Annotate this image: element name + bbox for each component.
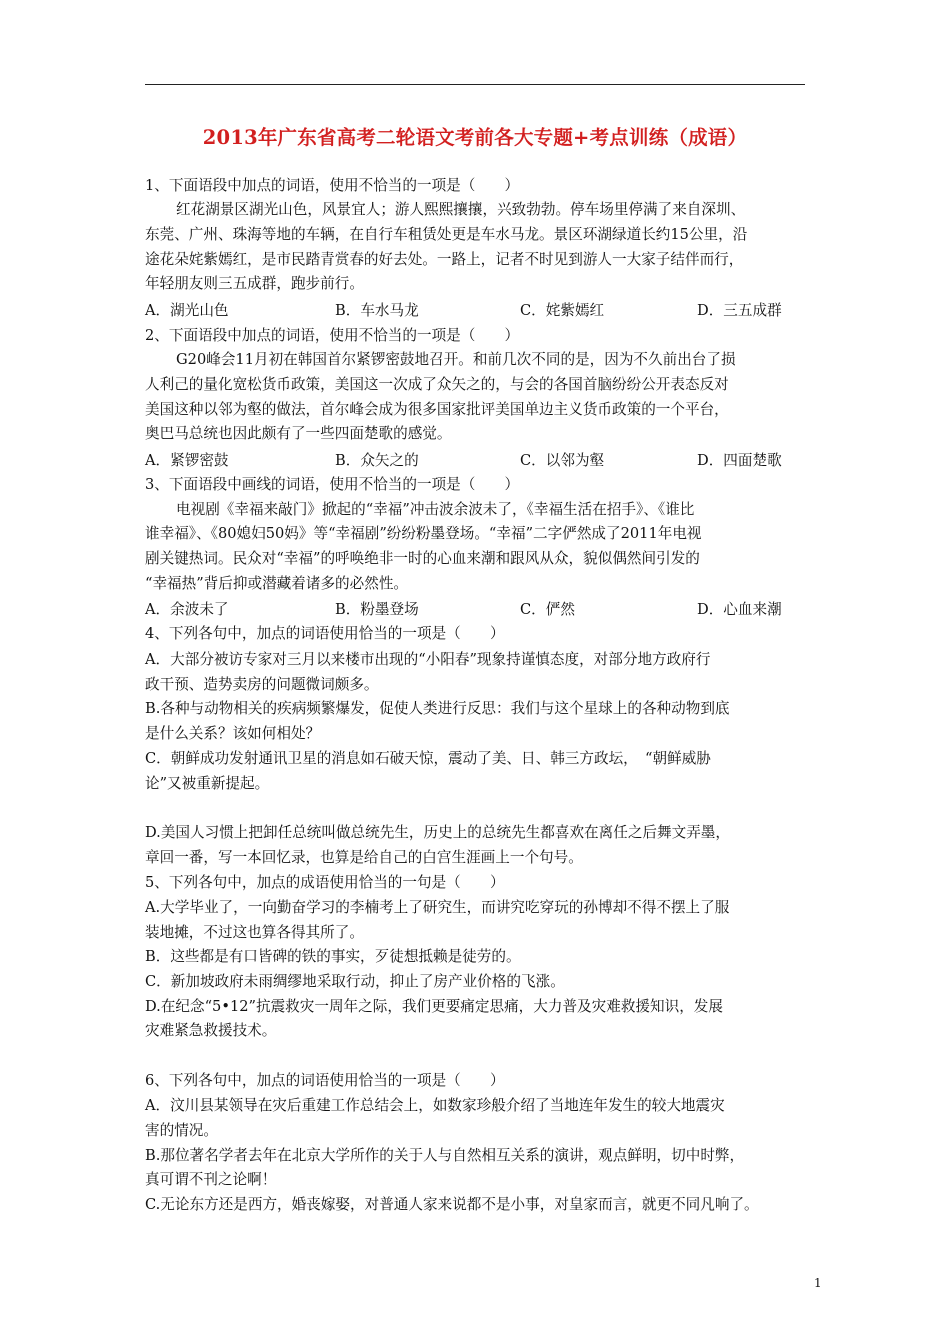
q2-para-line: G20峰会11月初在韩国首尔紧锣密鼓地召开。和前几次不同的是，因为不久前出台了损 [176,351,736,368]
q3-para-line: “幸福热”背后抑或潜藏着诸多的必然性。 [145,575,409,592]
q1-option-d: D．三五成群 [697,302,782,319]
q1-option-c: C．姹紫嫣红 [520,302,605,319]
q6-line: 真可谓不刊之论啊！ [145,1171,277,1188]
q4-line: C．朝鲜成功发射通讯卫星的消息如石破天惊，震动了美、日、韩三方政坛， “朝鲜威胁 [145,750,711,767]
page-number: 1 [814,1276,822,1290]
q6-line: B.那位著名学者去年在北京大学所作的关于人与自然相互关系的演讲，观点鲜明，切中时弊， [145,1147,745,1164]
q5-line: A.大学毕业了，一向勤奋学习的李楠考上了研究生，而讲究吃穿玩的孙博却不得不摆上了服 [145,899,730,916]
q5-stem: 5、下列各句中，加点的成语使用恰当的一句是（ ） [145,874,505,891]
q1-para-line: 途花朵姹紫嫣红，是市民踏青赏春的好去处。一路上，记者不时见到游人一大家子结伴而行， [145,251,744,268]
q2-option-c: C．以邻为壑 [520,452,605,469]
q3-stem: 3、下面语段中画线的词语，使用不恰当的一项是（ ） [145,476,520,493]
q1-option-b: B．车水马龙 [335,302,419,319]
q6-line: A．汶川县某领导在灾后重建工作总结会上，如数家珍般介绍了当地连年发生的较大地震灾 [145,1097,725,1114]
document-title: 2013年广东省高考二轮语文考前各大专题+考点训练（成语） [202,126,748,149]
q2-para-line: 美国这种以邻为壑的做法，首尔峰会成为很多国家批评美国单边主义货币政策的一个平台， [145,401,729,418]
q1-option-a: A．湖光山色 [145,302,229,319]
q3-option-b: B．粉墨登场 [335,601,419,618]
q2-para-line: 奥巴马总统也因此颇有了一些四面楚歌的感觉。 [145,425,452,442]
q3-option-c: C．俨然 [520,601,575,618]
q4-line: A．大部分被访专家对三月以来楼市出现的“小阳春”现象持谨慎态度，对部分地方政府行 [145,651,711,668]
q3-option-a: A．余波未了 [145,601,229,618]
q6-line: 害的情况。 [145,1122,218,1139]
q3-option-d: D．心血来潮 [697,601,782,618]
q5-line: B．这些都是有口皆碑的铁的事实，歹徒想抵赖是徒劳的。 [145,948,521,965]
q4-line: 是什么关系？该如何相处？ [145,725,321,742]
q2-stem: 2、下面语段中加点的词语，使用不恰当的一项是（ ） [145,327,520,344]
q1-para-line: 年轻朋友则三五成群，跑步前行。 [145,275,364,292]
q6-line: C.无论东方还是西方，婚丧嫁娶，对普通人家来说都不是小事，对皇家而言，就更不同凡响了。 [145,1196,759,1213]
q4-line: 政干预、造势卖房的问题微词颇多。 [145,676,379,693]
q3-para-line: 谁幸福》、《80媳妇50妈》等“幸福剧”纷纷粉墨登场。“幸福”二字俨然成了2011年电视 [145,525,702,542]
q1-stem: 1、下面语段中加点的词语，使用不恰当的一项是（ ） [145,177,520,194]
header-rule [145,84,805,85]
q4-line: D.美国人习惯上把卸任总统叫做总统先生，历史上的总统先生都喜欢在离任之后舞文弄墨， [145,824,730,841]
q3-para-line: 剧关键热词。民众对“幸福”的呼唤绝非一时的心血来潮和跟风从众，貌似偶然间引发的 [145,550,700,567]
q1-para-line: 红花湖景区湖光山色，风景宜人；游人熙熙攘攘，兴致勃勃。停车场里停满了来自深圳、 [176,201,746,218]
q5-line: D.在纪念“5•12”抗震救灾一周年之际，我们更要痛定思痛，大力普及灾难救援知识，发展 [145,998,723,1015]
q2-option-a: A．紧锣密鼓 [145,452,229,469]
q4-stem: 4、下列各句中，加点的词语使用恰当的一项是（ ） [145,625,505,642]
q2-para-line: 人利己的量化宽松货币政策，美国这一次成了众矢之的，与会的各国首脑纷纷公开表态反对 [145,376,729,393]
q2-option-d: D．四面楚歌 [697,452,782,469]
q5-line: 装地摊，不过这也算各得其所了。 [145,924,364,941]
q5-line: 灾难紧急救援技术。 [145,1022,277,1039]
q4-line: 章回一番，写一本回忆录，也算是给自己的白宫生涯画上一个句号。 [145,849,583,866]
q2-option-b: B．众矢之的 [335,452,419,469]
q3-para-line: 电视剧《幸福来敲门》掀起的“幸福”冲击波余波未了，《幸福生活在招手》、《谁比 [176,501,695,518]
q4-line: 论”又被重新提起。 [145,775,270,792]
q4-line: B.各种与动物相关的疾病频繁爆发，促使人类进行反思：我们与这个星球上的各种动物到底 [145,700,730,717]
q5-line: C．新加坡政府未雨绸缪地采取行动，抑止了房产业价格的飞涨。 [145,973,565,990]
q6-stem: 6、下列各句中，加点的词语使用恰当的一项是（ ） [145,1072,505,1089]
q1-para-line: 东莞、广州、珠海等地的车辆，在自行车租赁处更是车水马龙。景区环湖绿道长约15公里，沿 [145,226,748,243]
